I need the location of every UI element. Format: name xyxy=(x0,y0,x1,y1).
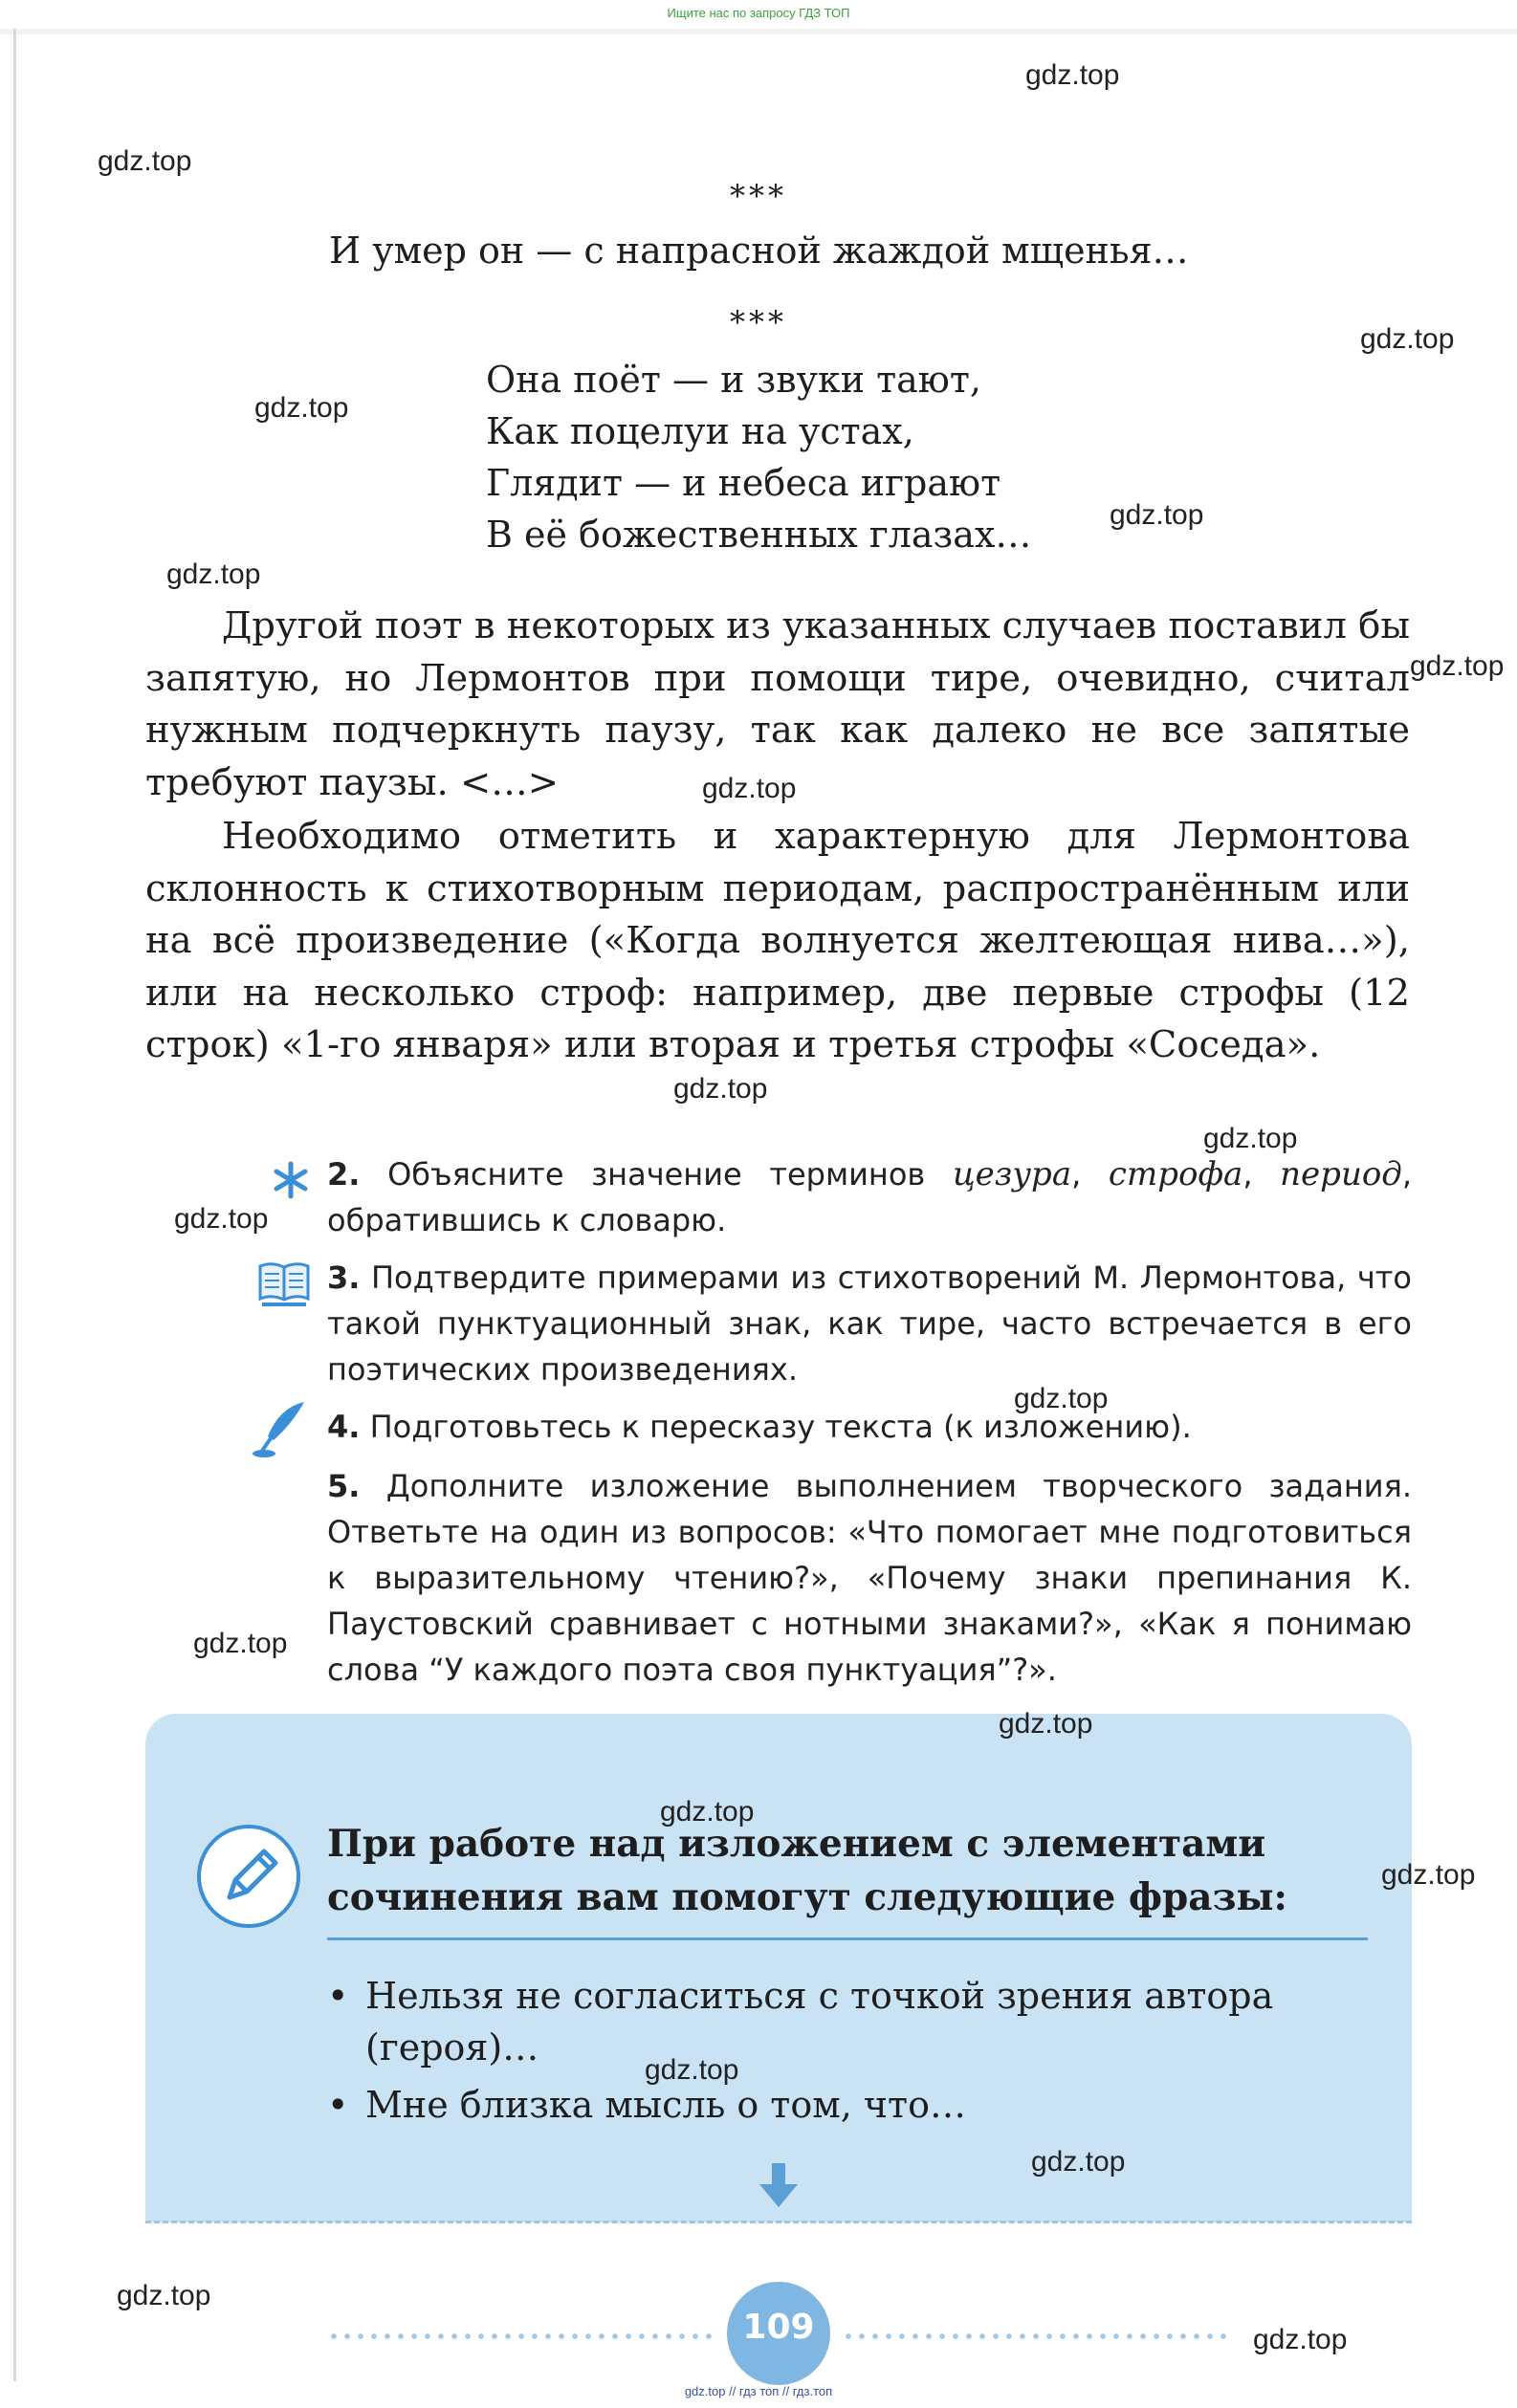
arrow-down-icon xyxy=(758,2163,800,2209)
paragraph-text: Необходимо отметить и характерную для Лермонтова склонность к стихотворным периодам, распространённым или на всё произведение («Когда волнуется желтеющая нива…»), или на несколько строф: например, две первые строфы (12 строк) «1-го января» или вторая и третья строфы «Соседа». xyxy=(145,815,1410,1066)
poem-line: В её божественных глазах… xyxy=(486,514,1032,556)
book-icon xyxy=(256,1259,312,1308)
task-number: 5. xyxy=(327,1468,361,1504)
watermark: gdz.top xyxy=(1381,1859,1476,1891)
box-title-underline xyxy=(327,1937,1368,1940)
phrase-item xyxy=(327,2079,1408,2131)
punctuation: , xyxy=(1242,1156,1281,1193)
task-text: Подготовьтесь к пересказу текста (к изложению). xyxy=(369,1409,1192,1445)
task-text: Объясните значение терминов xyxy=(387,1156,953,1193)
task-2 xyxy=(327,1151,1412,1243)
poem-line: Она поёт — и звуки тают, xyxy=(486,359,981,401)
watermark: gdz.top xyxy=(1025,59,1120,91)
page-number: 109 xyxy=(727,2282,830,2385)
phrase-text: Нельзя не согласиться с точкой зрения автора (героя)… xyxy=(365,1975,1274,2069)
poem-line: Как поцелуи на устах, xyxy=(486,410,914,452)
punctuation: , xyxy=(1071,1156,1109,1193)
verse-line: И умер он — с напрасной жаждой мщенья… xyxy=(329,230,1189,272)
paragraph xyxy=(145,601,1410,809)
bottom-links[interactable]: gdz.top // гдз топ // гдз.топ xyxy=(684,2384,833,2398)
stanza-separator: *** xyxy=(730,304,787,340)
task-text: Подтвердите примерами из стихотворений М. Лермонтова, что такой пунктуационный знак, как тире, часто встречается в его поэтических произведениях. xyxy=(327,1259,1413,1388)
watermark: gdz.top xyxy=(1360,323,1455,355)
bullet-icon: • xyxy=(327,1975,349,2017)
task-number: 4. xyxy=(327,1409,361,1445)
watermark: gdz.top xyxy=(1031,2146,1126,2178)
paragraph xyxy=(145,811,1410,1072)
watermark: gdz.top xyxy=(254,392,349,424)
watermark: gdz.top xyxy=(1014,1383,1109,1414)
watermark: gdz.top xyxy=(98,145,192,177)
top-search-note[interactable]: Ищите нас по запросу ГДЗ ТОП xyxy=(667,6,850,20)
watermark: gdz.top xyxy=(193,1628,288,1659)
quill-icon xyxy=(251,1398,310,1459)
page-left-edge xyxy=(13,29,16,2381)
watermark: gdz.top xyxy=(645,2054,739,2086)
watermark: gdz.top xyxy=(1203,1123,1298,1154)
task-4 xyxy=(327,1404,1412,1450)
task-text: , обратившись к словарю. xyxy=(327,1156,1413,1238)
poem-quote xyxy=(486,354,1031,560)
phrases-box xyxy=(145,1714,1412,2222)
poem-line: Глядит — и небеса играют xyxy=(486,462,1001,504)
watermark: gdz.top xyxy=(174,1203,269,1235)
watermark: gdz.top xyxy=(1110,499,1204,531)
watermark: gdz.top xyxy=(660,1796,755,1828)
watermark: gdz.top xyxy=(166,558,261,590)
bullet-icon: • xyxy=(327,2084,349,2126)
top-border xyxy=(0,29,1517,34)
task-number: 2. xyxy=(327,1156,361,1193)
watermark: gdz.top xyxy=(673,1073,768,1105)
watermark: gdz.top xyxy=(999,1708,1093,1740)
asterisk-icon xyxy=(272,1161,310,1199)
footer-dots-left xyxy=(327,2333,715,2339)
task-number: 3. xyxy=(327,1259,361,1296)
stanza-separator: *** xyxy=(730,178,787,214)
watermark: gdz.top xyxy=(117,2280,211,2311)
term-period: период xyxy=(1280,1155,1402,1193)
phrase-text: Мне близка мысль о том, что… xyxy=(365,2084,966,2126)
pencil-icon xyxy=(195,1823,302,1930)
term-stanza: строфа xyxy=(1108,1155,1243,1193)
task-3 xyxy=(327,1255,1412,1392)
footer-dots-right xyxy=(842,2333,1230,2339)
term-caesura: цезура xyxy=(952,1155,1072,1193)
box-bottom-dashed-line xyxy=(145,2221,1412,2223)
task-text: Дополните изложение выполнением творческого задания. Ответьте на один из вопросов: «Что помогает мне подготовиться к выразительному чтению?», «Почему знаки препинания К. Паустовский сравнивает с нотными знаками?», «Как я понимаю слова “У каждого поэта своя пунктуация”?». xyxy=(327,1468,1413,1688)
phrase-item xyxy=(327,1970,1408,2073)
task-5 xyxy=(327,1463,1412,1693)
paragraph-text: Другой поэт в некоторых из указанных случаев поставил бы запятую, но Лермонтов при помощи тире, очевидно, считал нужным подчеркнуть паузу, так как далеко не все запятые требуют паузы. <…> xyxy=(145,604,1410,804)
watermark: gdz.top xyxy=(702,773,797,804)
watermark: gdz.top xyxy=(1253,2324,1348,2355)
watermark: gdz.top xyxy=(1410,650,1505,682)
box-title: При работе над изложением с элементами сочинения вам помогут следующие фразы: xyxy=(327,1822,1287,1919)
